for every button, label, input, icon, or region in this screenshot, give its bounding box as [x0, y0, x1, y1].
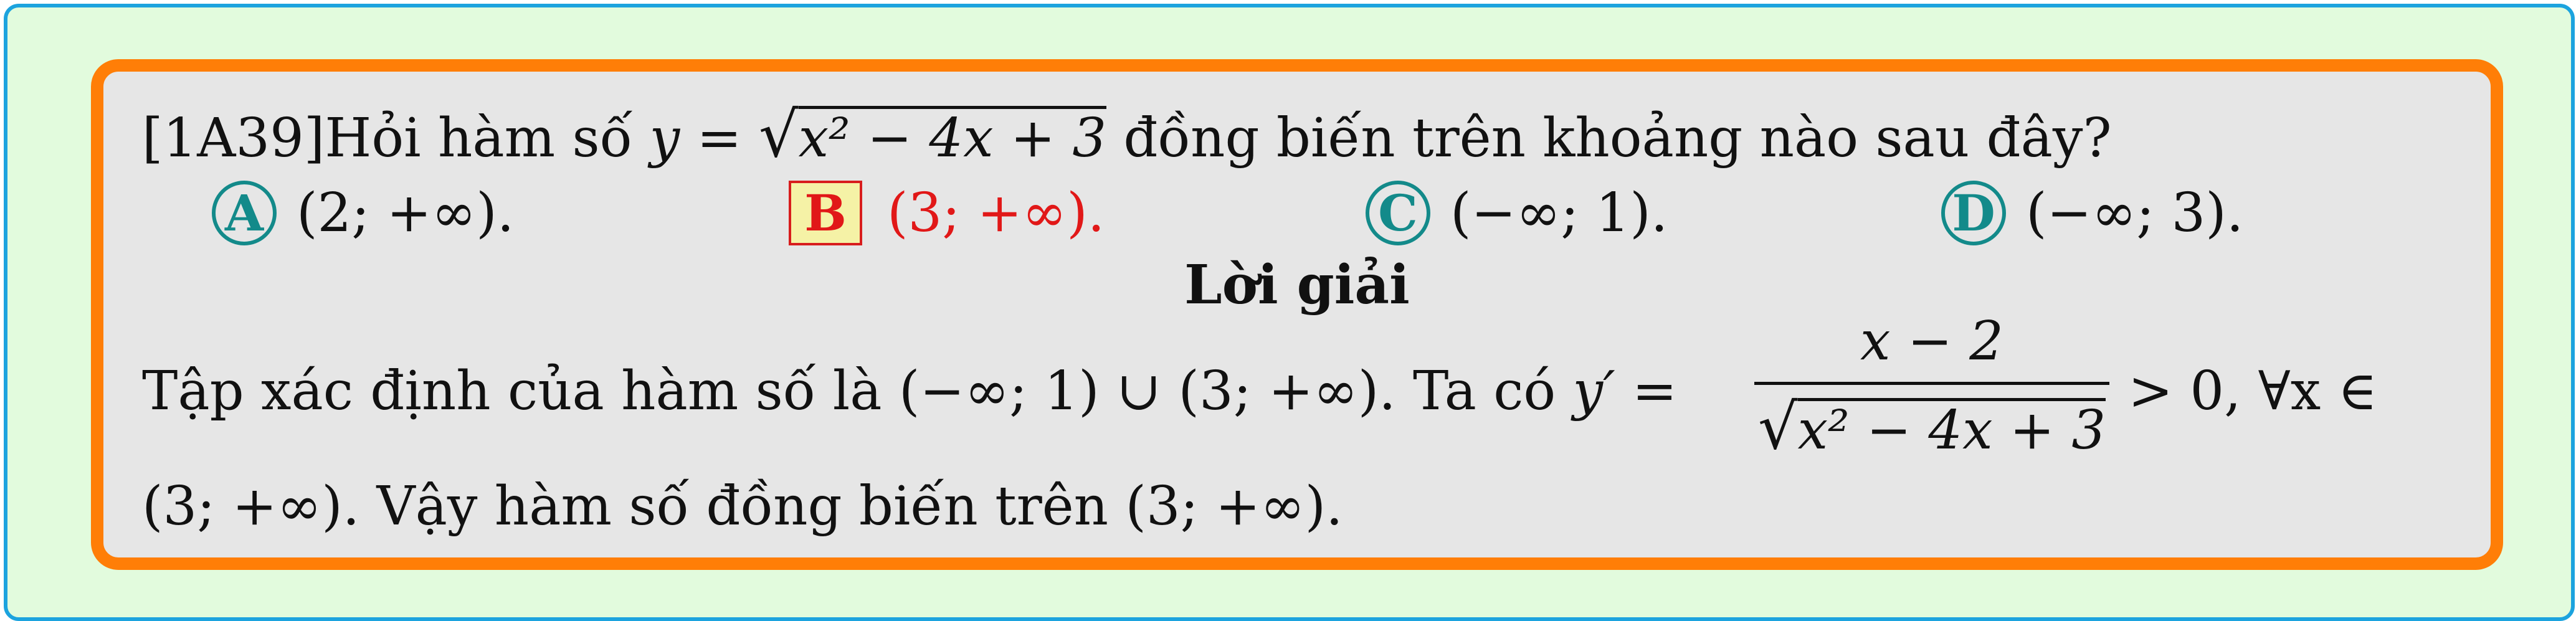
derivative-lhs: y′ = — [1572, 360, 1678, 422]
solution-title: Lời giải — [1184, 254, 1410, 316]
fraction-denominator — [1754, 391, 2109, 463]
outer-frame — [4, 4, 2575, 621]
solution-line-1-text: Tập xác định của hàm số là (−∞; 1) ∪ (3; +∞). Ta có — [142, 360, 1573, 422]
option-b-text: (3; +∞). — [887, 182, 1105, 244]
option-c-text: (−∞; 1). — [1450, 182, 1668, 244]
option-d-badge-icon: D — [1941, 181, 2006, 245]
option-a-badge-icon: A — [212, 181, 277, 245]
sqrt-icon-denominator: √ — [1757, 391, 1798, 463]
option-c[interactable] — [1366, 181, 1668, 245]
option-a[interactable] — [212, 181, 514, 245]
option-c-badge-icon: C — [1366, 181, 1430, 245]
fraction-bar — [1754, 382, 2109, 385]
function-lhs: y = — [649, 107, 759, 169]
problem-card — [91, 59, 2503, 570]
denominator-radicand: x² − 4x + 3 — [1797, 399, 2106, 462]
sqrt-radicand: x² − 4x + 3 — [798, 107, 1107, 169]
option-d[interactable] — [1941, 181, 2243, 245]
option-b-badge-icon: B — [789, 181, 862, 245]
option-b[interactable] — [789, 181, 1105, 245]
question-prefix: [1A39]Hỏi hàm số — [142, 107, 650, 169]
solution-line-1-tail: > 0, ∀x ∈ — [2128, 360, 2378, 422]
fraction-numerator: x − 2 — [1860, 310, 2003, 372]
solution-line-2: (3; +∞). Vậy hàm số đồng biến trên (3; +∞). — [142, 475, 1343, 538]
solution-line-1 — [142, 360, 1678, 422]
question-suffix: đồng biến trên khoảng nào sau đây? — [1106, 107, 2112, 169]
question-line — [142, 98, 2112, 171]
sqrt-icon: √ — [758, 98, 799, 171]
derivative-fraction — [1754, 310, 2109, 463]
option-d-text: (−∞; 3). — [2026, 182, 2244, 244]
option-a-text: (2; +∞). — [297, 182, 515, 244]
